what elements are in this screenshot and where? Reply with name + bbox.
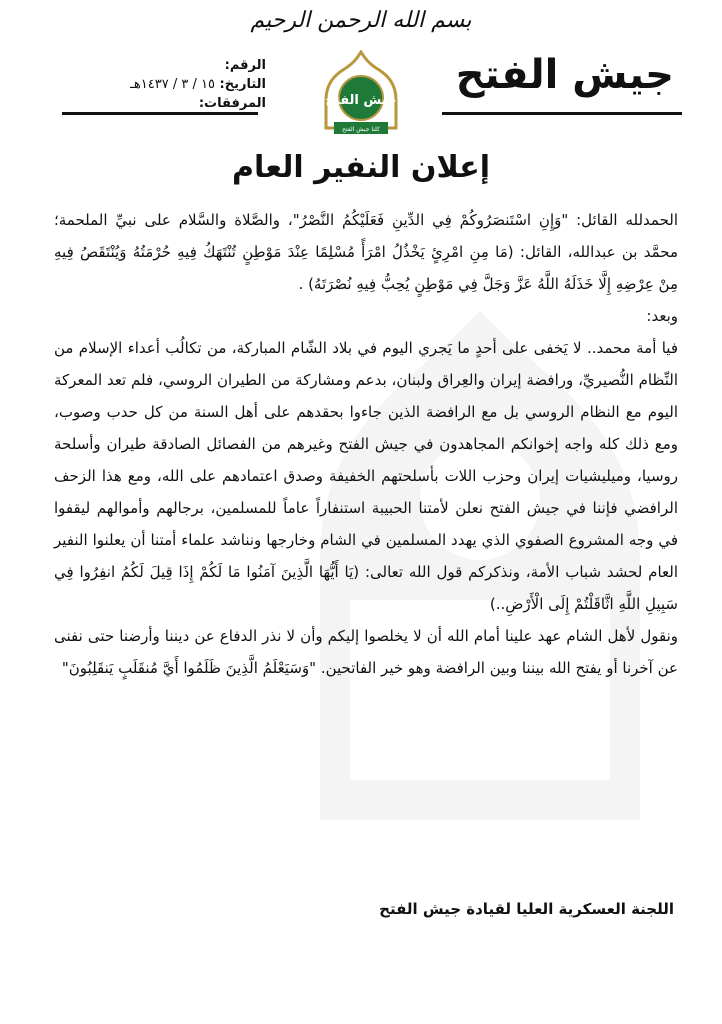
date-value: ١٥ / ٣ / ١٤٣٧هـ <box>130 77 215 92</box>
attachments-label: المرفقات: <box>198 96 266 111</box>
signature: اللجنة العسكرية العليا لقيادة جيش الفتح <box>379 900 674 918</box>
logo-text: جيش الفتح <box>325 93 397 108</box>
meta-attachments-row <box>66 94 266 113</box>
ref-label: الرقم: <box>224 58 266 73</box>
header-rule-right <box>442 112 682 115</box>
brand-name: جيش الفتح <box>455 52 674 98</box>
paragraph-main: فيا أمة محمد.. لا يَخفى على أحدٍ ما يَجري اليوم في بلاد الشّام المباركة، من تكالُب أعداء الإسلام من النِّظام النُّصيريِّ، ورافضة إيران والعِراق ولبنان، بدعم ومشاركة من الطيران الروسي، فلم تعد المعركة اليوم مع النظام الروسي بل مع الرافضة الذين جاءوا بحقدهم على أهل السنة من كل حدب وصوب، ومع ذلك كله واجه إخوانكم المجاهدون في جيش الفتح وغيرهم من الفصائل الصادقة طيران وأسلحة روسيا، وميليشيات إيران وحزب اللات بأسلحتهم الخفيفة وصدق اعتمادهم على الله، ومع هذا الزحف الرافضي فإننا في جيش الفتح نعلن لأمتنا الحبيبة استنفاراً عاماً للمسلمين، برجالهم وأموالهم ليقفوا في وجه المشروع الصفوي الذي يهدد المسلمين في الشام وخارجها ونناشد علماء أمتنا أن يعلنوا النفير العام لحشد شباب الأمة، ونذكركم قول الله تعالى: (يَا أَيُّهَا الَّذِينَ آمَنُوا مَا لَكُمْ إِذَا قِيلَ لَكُمُ انفِرُوا فِي سَبِيلِ اللَّهِ اثَّاقَلْتُمْ إِلَى الْأَرْضِ..) <box>54 339 678 613</box>
paragraph-opening: الحمدلله القائل: "وَإِنِ اسْتَنصَرُوكُمْ فِي الدِّينِ فَعَلَيْكُمُ النَّصْرُ"، والصَّلاة والسَّلام على نبيِّ الملحمة؛ محمَّد بن عبدالله، القائل: (مَا مِنِ امْرِئٍ يَخْذُلُ امْرَأً مُسْلِمًا عِنْدَ مَوْطِنٍ تُنْتَهَكُ فِيهِ حُرْمَتُهُ وَيُنْتَقَصُ فِيهِ مِنْ عِرْضِهِ إِلَّا خَذَلَهُ اللَّهُ عَزَّ وَجَلَّ فِي مَوْطِنٍ يُحِبُّ فِيهِ نُصْرَتَهُ) . <box>54 211 678 293</box>
meta-date-row <box>66 75 266 94</box>
jaish-al-fath-logo <box>312 50 410 142</box>
document-meta <box>66 56 266 113</box>
logo-caption: كلنا جيش الفتح <box>342 126 380 133</box>
meta-ref-row <box>66 56 266 75</box>
paragraph-and-after: وبعد: <box>646 307 678 325</box>
document-title: إعلان النفير العام <box>231 150 491 185</box>
header-rule-left <box>62 112 258 115</box>
document-body <box>54 204 678 684</box>
paragraph-closing: ونقول لأهل الشام عهد علينا أمام الله أن لا يخلصوا إليكم وأن لا نذر الدفاع عن ديننا وأرضنا حتى نفنى عن آخرنا أو يفتح الله بيننا وبين الرافضة وهو خير الفاتحين. "وَسَيَعْلَمُ الَّذِينَ ظَلَمُوا أَيَّ مُنقَلَبٍ يَنقَلِبُونَ" <box>54 627 678 677</box>
basmala: بسم الله الرحمن الرحيم <box>250 8 472 33</box>
date-label: التاريخ: <box>219 77 266 92</box>
